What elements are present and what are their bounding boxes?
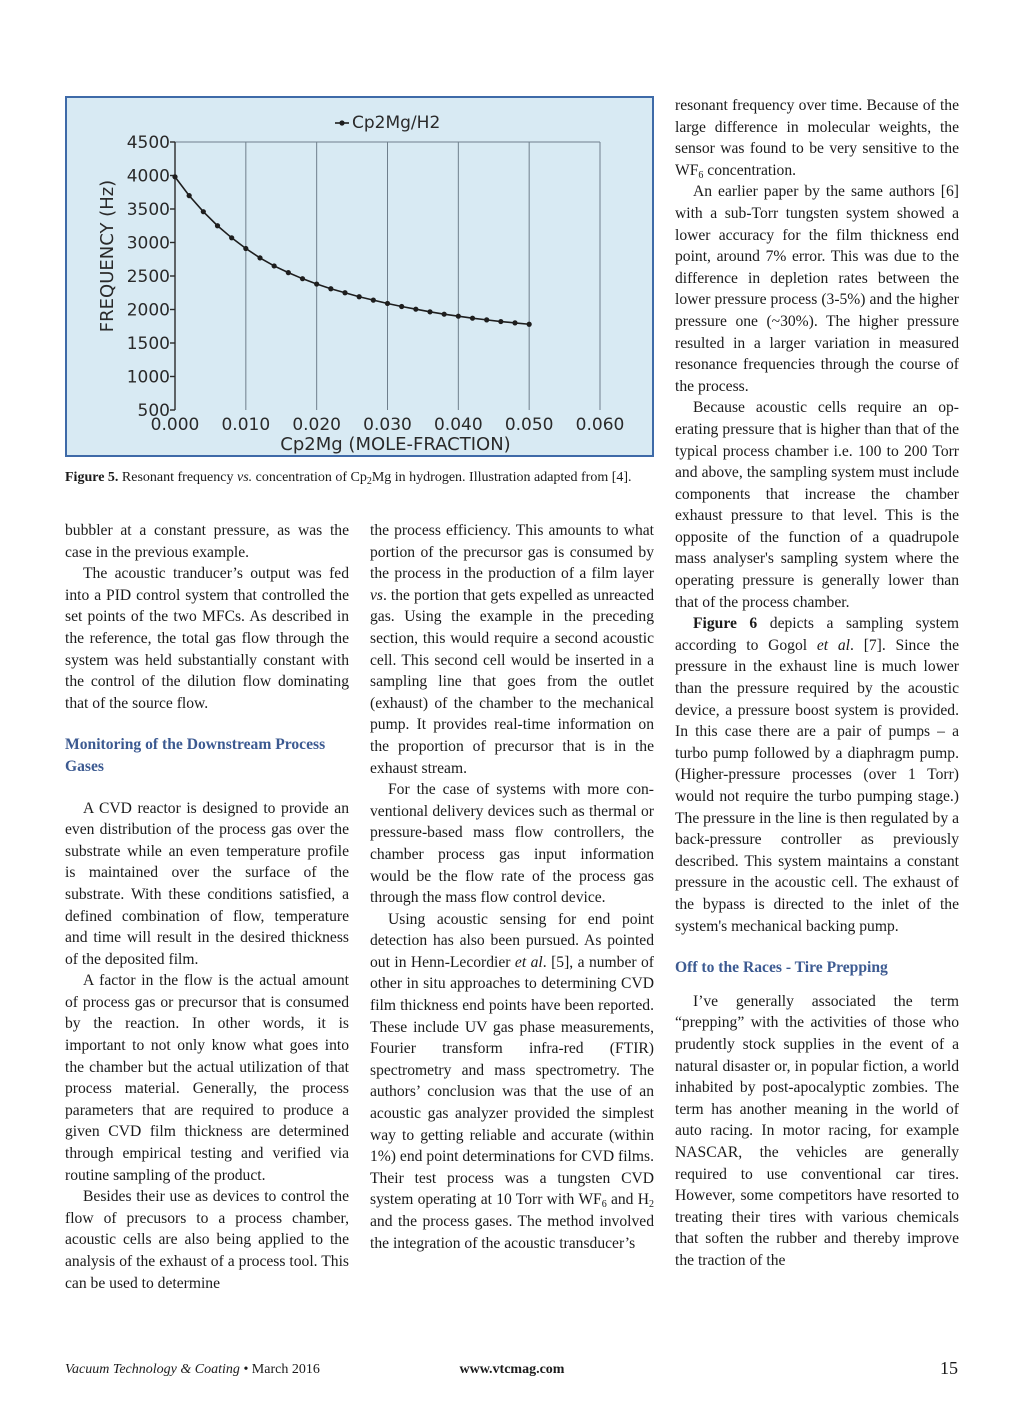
data-point <box>371 298 376 303</box>
footer-journal-name: Vacuum Technology & Coating <box>65 1362 240 1377</box>
data-point <box>300 276 305 281</box>
figure-caption <box>65 468 654 488</box>
caption-text-1: Resonant frequency <box>118 470 237 485</box>
mid-p3-etal: et al <box>514 953 543 971</box>
mid-p1-vs: vs <box>370 586 383 604</box>
data-point <box>257 255 262 260</box>
left-paragraph-5: Besides their use as devices to control the flow of precusors to a process chamber, acoustic cells are also being applied to the analysis of the exhaust of a process tool. This can be used to determine <box>65 1188 349 1292</box>
data-point <box>187 193 192 198</box>
data-point <box>498 319 503 324</box>
x-tick-label: 0.030 <box>363 415 412 435</box>
caption-subscript: 2 <box>366 476 372 487</box>
data-point <box>385 301 390 306</box>
middle-paragraph-1 <box>370 520 654 779</box>
footer-date: March 2016 <box>251 1362 320 1377</box>
left-paragraph-3: A CVD reactor is designed to provide an even distribution of the process gas over the substrate while an even temperature profile is maintained over the surface of the substrate. With these conditions satisfied, a defined combination of flow, temperature and time will result in the desired thickness of the deposited film. <box>65 799 349 968</box>
data-point <box>201 209 206 214</box>
right-p1-a: resonant frequency over time. Because of the large difference in molecular weights, the sensor was found to be very sensitive to the WF <box>675 97 959 179</box>
y-tick-label: 2500 <box>126 267 170 287</box>
right-p4-figure-ref: Figure 6 <box>693 615 758 633</box>
data-point <box>272 263 277 268</box>
right-p4-etal: et al <box>816 636 851 654</box>
y-tick-label: 500 <box>137 401 170 421</box>
data-point <box>229 235 234 240</box>
y-tick-label: 2000 <box>126 300 170 321</box>
caption-text-2: concentration of Cp <box>252 470 367 485</box>
x-tick-label: 0.000 <box>150 415 200 435</box>
legend-marker <box>339 120 344 125</box>
mid-p3-b: . [5], a number of other in situ approaches to determining CVD film thickness end points have been reported. These include UV gas phase measurements, Fourier transform infra-red (FTIR) spectrometry and mass spectrometry. The authors’ conclusion was that the use of an acoustic gas analyzer provided the simplest way to getting reliable and accurate (within 1%) end point determinations for CVD films. Their test process was a tungsten CVD system operating at 10 Torr with WF <box>370 953 654 1209</box>
y-tick-label: 1500 <box>126 334 170 354</box>
right-p1-b: concentration. <box>703 161 797 179</box>
section-heading-downstream: Monitoring of the Downstream Process Gases <box>65 736 326 775</box>
data-point <box>442 312 447 317</box>
y-tick-label: 3500 <box>126 200 170 220</box>
data-point <box>427 309 432 314</box>
data-point <box>470 316 475 321</box>
right-paragraph-1 <box>675 95 959 181</box>
figure-label: Figure 5. <box>65 470 119 485</box>
y-tick-label: 4500 <box>126 133 170 153</box>
legend-label: Cp2Mg/H2 <box>352 113 441 133</box>
data-point <box>512 320 517 325</box>
middle-paragraph-3 <box>370 909 654 1255</box>
data-point <box>314 281 319 286</box>
middle-paragraph-2: For the case of systems with more conventional delivery devices such as thermal or pressure-based mass flow controllers, the chamber process gas input information would be the flow rate of the process gas through the mass flow control device. <box>370 781 654 907</box>
data-point <box>328 286 333 291</box>
series-line <box>175 177 529 324</box>
right-paragraph-5: I’ve generally associated the term “prepping” with the activities of those who prudently stock supplies in the event of a natural disaster or, in popular fiction, a world inhabited by post-apocalyptic zombies. The term has another meaning in the world of auto racing. In motor racing, for example NASCAR, the vehicles are generally required to use conventional car tires. However, some competitors have resorted to treating their tires with various chemicals that soften the rubber and thereby improve the traction of the <box>675 992 959 1269</box>
mid-p3-c: and H <box>606 1191 649 1209</box>
footer-separator: • <box>239 1362 252 1377</box>
page-number: 15 <box>940 1358 958 1378</box>
chart-plot <box>67 98 652 455</box>
left-paragraph-1: bubbler at a constant pressure, as was the case in the previous example. <box>65 522 349 561</box>
data-point <box>243 246 248 251</box>
y-tick-label: 1000 <box>126 367 170 388</box>
data-point <box>413 307 418 312</box>
data-point <box>456 314 461 319</box>
x-tick-label: 0.040 <box>433 415 483 435</box>
left-paragraph-2: The acoustic tranducer’s output was fed into a PID control system that controlled the set points of the two MFCs. As described in the reference, the total gas flow through the system was held substantially constant with the control of the dilution flow dominating that of the source flow. <box>65 565 349 712</box>
section-heading-tire-prepping: Off to the Races - Tire Prepping <box>675 959 888 977</box>
caption-vs: vs. <box>236 470 253 485</box>
data-point <box>357 294 362 299</box>
data-point <box>286 270 291 275</box>
right-paragraph-3: Because acoustic cells require an operating pressure that is higher than that of the typical process chamber i.e. 100 to 200 Torr and above, the sampling system must include components that increase the chamber exhaust pressure to that level. This is the opposite of the function of a quadrupole mass analyser's sampling system where the operating pressure is generally lower than that of the process chamber. <box>675 399 959 611</box>
y-tick-label: 3000 <box>126 233 170 254</box>
data-point <box>172 174 177 179</box>
mid-p3-sub-2: 2 <box>649 1199 654 1211</box>
x-tick-label: 0.060 <box>575 415 625 435</box>
x-tick-label: 0.010 <box>221 415 271 435</box>
right-paragraph-2: An earlier paper by the same authors [6] with a sub-Torr tungsten system showed a lower accuracy for the film thickness end point, around 7% error. This was due to the difference in depletion rates between the lower pressure process (3-5%) and the higher pressure one (~30%). The higher pressure resulted in a larger variation in measured resonance frequencies through the course of the process. <box>675 183 959 395</box>
footer-url[interactable]: www.vtcmag.com <box>459 1362 565 1377</box>
figure-5-chart <box>65 96 654 457</box>
x-tick-label: 0.020 <box>292 415 342 435</box>
mid-p3-sub-6: 6 <box>601 1199 607 1211</box>
left-column <box>65 520 349 1294</box>
y-tick-label: 4000 <box>126 166 170 187</box>
right-column <box>675 95 959 1271</box>
mid-p1-b: . the portion that gets expelled as unreacted gas. Using the example in the preceding section, this would require a second acoustic cell. This second cell would be inserted in a sampling line that goes from the outlet (exhaust) of the chamber to the mechanical pump. It provides real-time information on the proportion of precursor that is in the exhaust stream. <box>370 586 654 777</box>
data-point <box>527 322 532 327</box>
right-p4-a: depicts a sampling system according to Gogol <box>675 615 959 654</box>
middle-column <box>370 520 654 1254</box>
data-point <box>215 223 220 228</box>
data-point <box>399 304 404 309</box>
x-axis-label: Cp2Mg (MOLE-FRACTION) <box>280 434 511 455</box>
caption-text-3: Mg in hydrogen. Illustration adapted from [4]. <box>371 470 632 485</box>
mid-p3-a: Using acoustic sensing for end point detection has also been pursued. As pointed out in Henn-Lecordier <box>370 910 654 971</box>
left-paragraph-4: A factor in the flow is the actual amount of process gas or precursor that is consumed by the reaction. In other words, it is important to not only know what goes into the chamber but the actual utilization of that process material. Generally, the process parameters that are required to produce a given CVD film thickness are determined through empirical testing and verified via routine sampling of the product. <box>65 972 349 1184</box>
x-tick-label: 0.050 <box>504 415 554 435</box>
y-axis-label: FREQUENCY (Hz) <box>97 179 118 333</box>
mid-p1-a: the process efficiency. This amounts to what portion of the precursor gas is consumed by the process in the production of a film layer <box>370 522 654 583</box>
right-paragraph-4 <box>675 613 959 937</box>
mid-p3-d: and the process gases. The method involved the integration of the acoustic transducer’s <box>370 1213 654 1252</box>
right-p4-b: . [7]. Since the pressure in the exhaust line is much lower than the pressure required by the acoustic device, a pressure boost system is provided. In this case there are a pair of pumps – a turbo pump followed by a diaphragm pump. (Higher-pressure processes (over 1 Torr) would not require the turbo pumping stage.) The pressure in the line is then regulated by a back-pressure controller as previously described. This system maintains a constant pressure in the acoustic cell. The exhaust of the bypass is directed to the inlet of the system's mechanical backing pump. <box>675 636 959 935</box>
data-point <box>342 290 347 295</box>
right-p1-sub: 6 <box>698 169 704 181</box>
data-point <box>484 317 489 322</box>
